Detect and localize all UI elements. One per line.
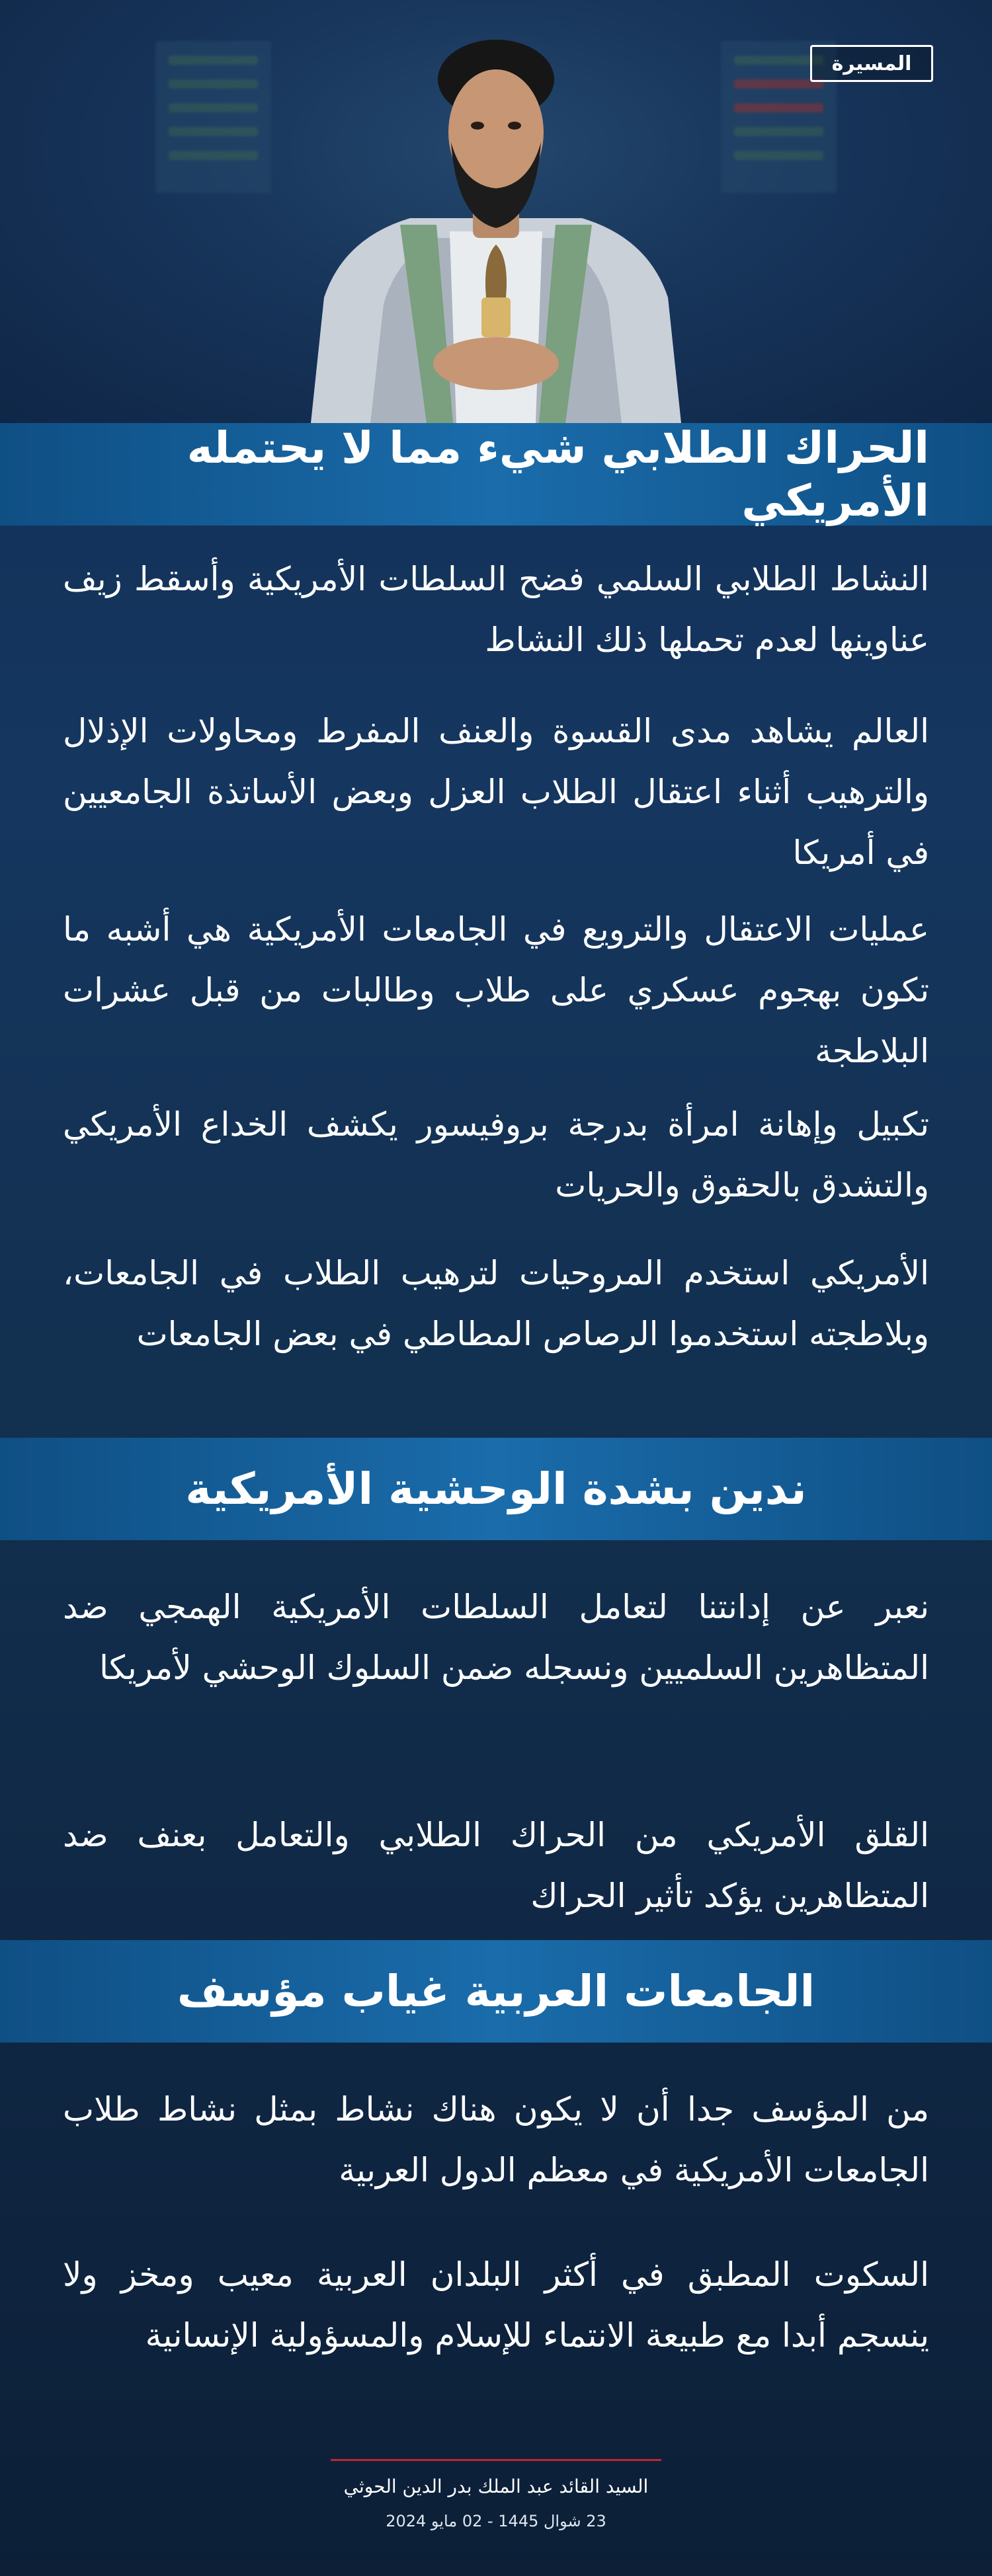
speaker-portrait (284, 20, 708, 423)
section-title-bar (0, 1940, 992, 2043)
quote-paragraph: عمليات الاعتقال والترويع في الجامعات الأمريكية هي أشبه ما تكون بهجوم عسكري على طلاب وطالبات من قبل عشرات البلاطجة (63, 910, 929, 1070)
background-banner-left (155, 41, 271, 193)
section-title-bar (0, 1438, 992, 1540)
section-title: الجامعات العربية غياب مؤسف (177, 1965, 815, 2017)
quote-paragraph: تكبيل وإهانة امرأة بدرجة بروفيسور يكشف الخداع الأمريكي والتشدق بالحقوق والحريات (63, 1105, 929, 1204)
section-title-bar (0, 423, 992, 526)
section-title: الحراك الطلابي شيء مما لا يحتمله الأمريكي (186, 422, 929, 526)
speaker-name: السيد القائد عبد الملك بدر الدين الحوثي (343, 2476, 649, 2497)
channel-logo: المسيرة (810, 45, 933, 82)
hero-photo (0, 0, 992, 423)
quote-paragraph: من المؤسف جدا أن لا يكون هناك نشاط بمثل نشاط طلاب الجامعات الأمريكية في معظم الدول العربية (63, 2090, 929, 2189)
footer-divider (331, 2459, 661, 2461)
quote-paragraph: القلق الأمريكي من الحراك الطلابي والتعامل بعنف ضد المتظاهرين يؤكد تأثير الحراك (63, 1816, 929, 1915)
quote-paragraph: العالم يشاهد مدى القسوة والعنف المفرط ومحاولات الإذلال والترهيب أثناء اعتقال الطلاب العزل وبعض الأساتذة الجامعيين في أمريكا (63, 712, 929, 872)
publish-date: 23 شوال 1445 - 02 مايو 2024 (386, 2512, 606, 2530)
section-title: ندين بشدة الوحشية الأمريكية (185, 1463, 807, 1514)
quote-paragraph: نعبر عن إدانتنا لتعامل السلطات الأمريكية الهمجي ضد المتظاهرين السلميين ونسجله ضمن السلوك الوحشي لأمريكا (63, 1588, 929, 1687)
quote-paragraph: النشاط الطلابي السلمي فضح السلطات الأمريكية وأسقط زيف عناوينها لعدم تحملها ذلك النشاط (63, 560, 929, 659)
quote-paragraph: الأمريكي استخدم المروحيات لترهيب الطلاب في الجامعات، وبلاطجته استخدموا الرصاص المطاطي في بعض الجامعات (63, 1254, 929, 1353)
quote-paragraph: السكوت المطبق في أكثر البلدان العربية معيب ومخز ولا ينسجم أبدا مع طبيعة الانتماء للإسلام والمسؤولية الإنسانية (63, 2255, 929, 2355)
